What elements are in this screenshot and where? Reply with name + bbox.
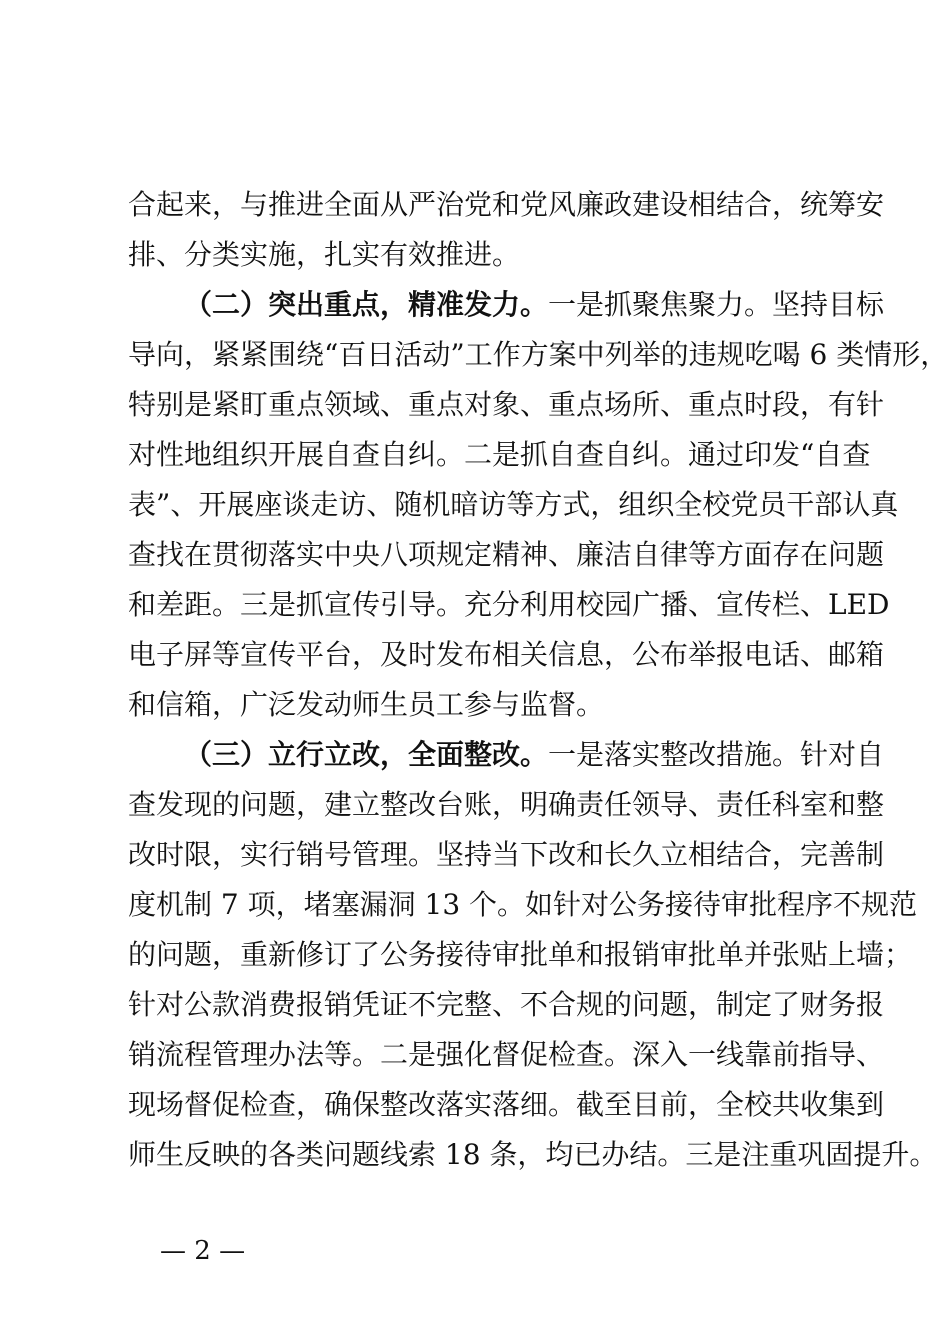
text-line: 查发现的问题，建立整改台账，明确责任领导、责任科室和整 (128, 788, 885, 821)
section-first-line (128, 280, 885, 330)
text-line: 表”、开展座谈走访、随机暗访等方式，组织全校党员干部认真 (128, 488, 899, 521)
section-heading: （二）突出重点，精准发力。 (184, 288, 549, 321)
text-line: 的问题，重新修订了公务接待审批单和报销审批单并张贴上墙； (128, 938, 913, 971)
text-line: 度机制 7 项，堵塞漏洞 13 个。如针对公务接待审批程序不规范 (128, 888, 918, 921)
page-number: — 2 — (160, 1236, 246, 1266)
text-line: 和信箱，广泛发动师生员工参与监督。 (128, 688, 605, 721)
text-line: 针对公款消费报销凭证不完整、不合规的问题，制定了财务报 (128, 988, 885, 1021)
text-line: 改时限，实行销号管理。坚持当下改和长久立相结合，完善制 (128, 838, 885, 871)
section-lead-text: 一是抓聚焦聚力。坚持目标 (548, 288, 885, 321)
body-text (128, 180, 949, 1180)
text-line: 导向，紧紧围绕“百日活动”工作方案中列举的违规吃喝 6 类情形， (128, 338, 949, 371)
text-line: 现场督促检查，确保整改落实落细。截至目前，全校共收集到 (128, 1088, 885, 1121)
text-line: 和差距。三是抓宣传引导。充分利用校园广播、宣传栏、LED (128, 588, 890, 621)
text-line: 特别是紧盯重点领域、重点对象、重点场所、重点时段，有针 (128, 388, 885, 421)
text-line: 师生反映的各类问题线索 18 条，均已办结。三是注重巩固提升。 (128, 1138, 938, 1171)
text-line: 销流程管理办法等。二是强化督促检查。深入一线靠前指导、 (128, 1038, 885, 1071)
text-line: 查找在贯彻落实中央八项规定精神、廉洁自律等方面存在问题 (128, 538, 885, 571)
text-line: 电子屏等宣传平台，及时发布相关信息，公布举报电话、邮箱 (128, 638, 885, 671)
text-line: 合起来，与推进全面从严治党和党风廉政建设相结合，统筹安 (128, 188, 885, 221)
text-line: 排、分类实施，扎实有效推进。 (128, 238, 521, 271)
section-lead-text: 一是落实整改措施。针对自 (548, 738, 885, 771)
text-line: 对性地组织开展自查自纠。二是抓自查自纠。通过印发“自查 (128, 438, 871, 471)
section-first-line (128, 730, 885, 780)
section-heading: （三）立行立改，全面整改。 (184, 738, 549, 771)
